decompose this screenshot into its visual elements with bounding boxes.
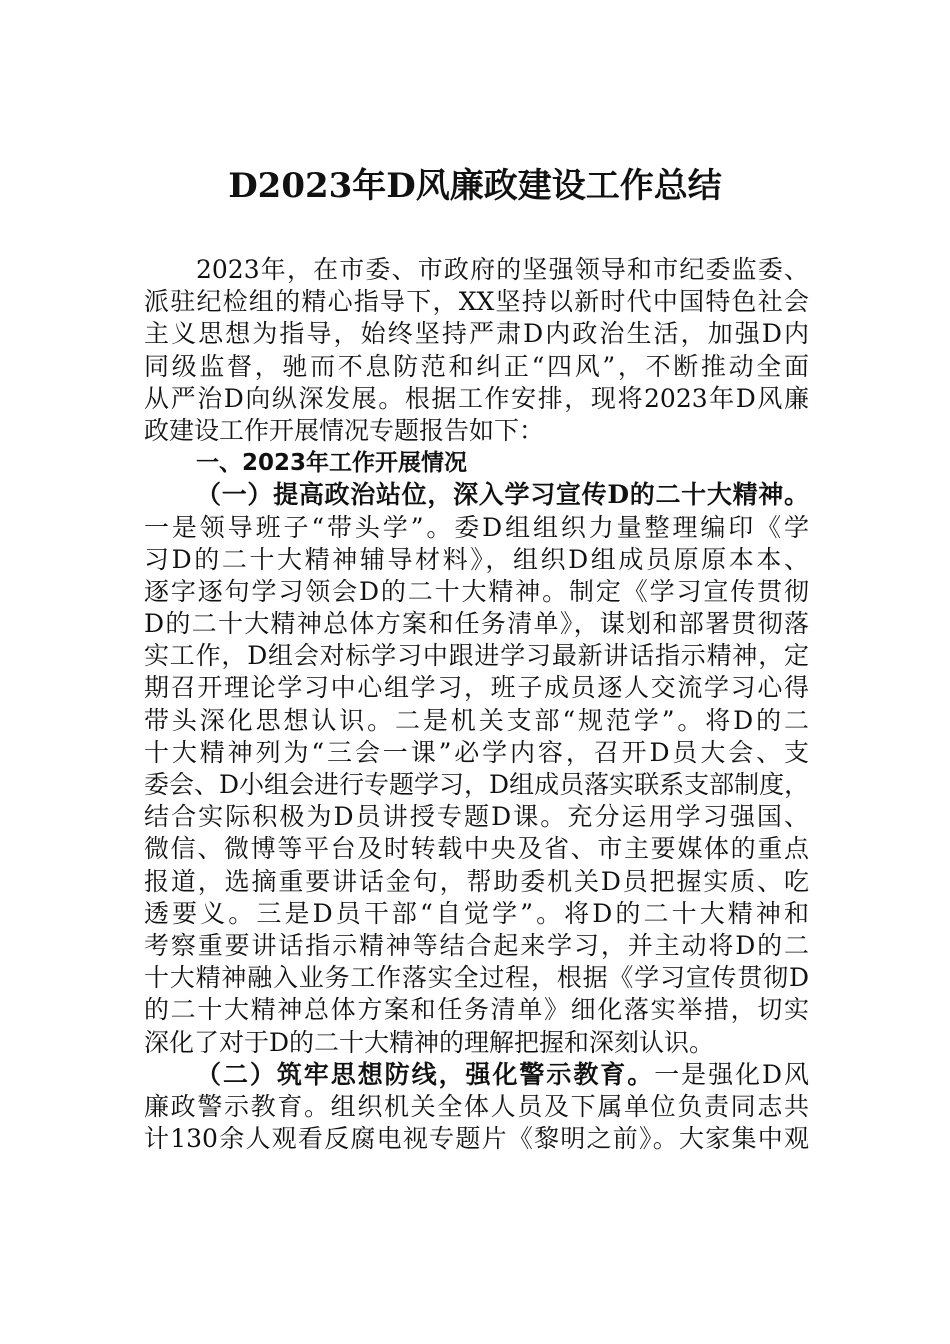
paragraph-line: 报道，选摘重要讲话金句，帮助委机关D员把握实质、吃 [144, 866, 809, 896]
subsection-heading: （一）提高政治站位，深入学习宣传D的二十大精神。 [196, 480, 809, 510]
paragraph-line: 十大精神列为“三会一课”必学内容，召开D员大会、支 [144, 737, 809, 767]
paragraph-line: 习D的二十大精神辅导材料》，组织D组成员原原本本、 [144, 544, 809, 574]
paragraph-line: 十大精神融入业务工作落实全过程，根据《学习宣传贯彻D [144, 963, 809, 993]
paragraph-line: 委会、D小组会进行专题学习，D组成员落实联系支部制度， [144, 770, 810, 799]
paragraph-line: 从严治D向纵深发展。根据工作安排，现将2023年D风廉 [144, 383, 809, 413]
paragraph-line: 2023年，在市委、市政府的坚强领导和市纪委监委、 [196, 255, 809, 284]
paragraph-line: 实工作，D组会对标学习中跟进学习最新讲话指示精神，定 [144, 641, 809, 671]
paragraph-line: 政建设工作开展情况专题报告如下： [144, 415, 545, 445]
paragraph-line: 主义思想为指导，始终坚持严肃D内政治生活，加强D内 [144, 319, 809, 349]
paragraph-line: 廉政警示教育。组织机关全体人员及下属单位负责同志共 [144, 1091, 809, 1121]
paragraph-line: 的二十大精神总体方案和任务清单》细化落实举措，切实 [144, 995, 809, 1025]
paragraph-line: 结合实际积极为D员讲授专题D课。充分运用学习强国、 [144, 802, 809, 832]
paragraph-line: 逐字逐句学习领会D的二十大精神。制定《学习宣传贯彻 [144, 576, 809, 606]
subsection-heading: （二）筑牢思想防线，强化警示教育。 [196, 1059, 655, 1089]
section-heading: 一、2023年工作开展情况 [196, 450, 468, 477]
paragraph-line: 微信、微博等平台及时转载中央及省、市主要媒体的重点 [144, 834, 809, 864]
paragraph-line: D的二十大精神总体方案和任务清单》，谋划和部署贯彻落 [144, 609, 809, 639]
paragraph-line: 派驻纪检组的精心指导下，XX坚持以新时代中国特色社会 [144, 287, 809, 317]
paragraph-line: 同级监督，驰而不息防范和纠正“四风”，不断推动全面 [144, 351, 809, 381]
paragraph-line [144, 1059, 809, 1091]
paragraph-line: 深化了对于D的二十大精神的理解把握和深刻认识。 [144, 1027, 715, 1057]
document-title: D2023年D风廉政建设工作总结 [228, 166, 722, 206]
paragraph-line: 一是领导班子“带头学”。委D组组织力量整理编印《学 [144, 512, 809, 542]
paragraph-line: 透要义。三是D员干部“自觉学”。将D的二十大精神和 [144, 898, 809, 928]
paragraph-line: 期召开理论学习中心组学习，班子成员逐人交流学习心得 [144, 673, 809, 703]
paragraph-line: 计130余人观看反腐电视专题片《黎明之前》。大家集中观 [144, 1124, 809, 1154]
paragraph-line: 带头深化思想认识。二是机关支部“规范学”。将D的二 [144, 705, 809, 735]
paragraph-text: 一是强化D风 [654, 1059, 809, 1089]
paragraph-line: 考察重要讲话指示精神等结合起来学习，并主动将D的二 [144, 930, 809, 960]
document-body [144, 254, 809, 1155]
